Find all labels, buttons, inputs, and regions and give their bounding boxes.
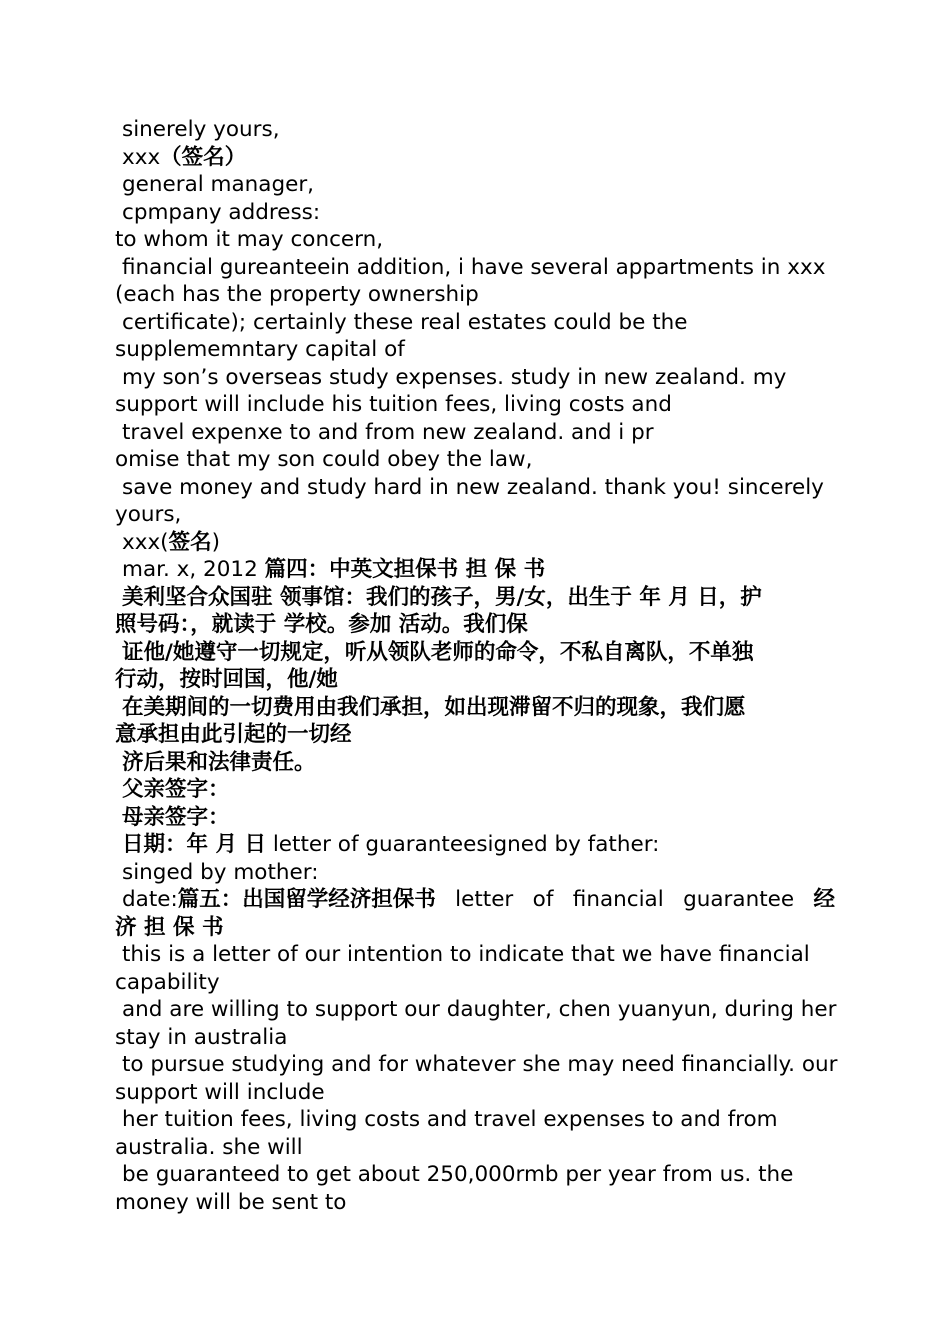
text-line: australia. she will xyxy=(115,1134,303,1160)
text-line: singed by mother: xyxy=(122,859,319,885)
signature-paren: ) xyxy=(211,529,220,555)
document-body xyxy=(115,116,838,1216)
father-signature-line: 父亲签字： xyxy=(122,777,230,802)
text-line: stay in australia xyxy=(115,1024,288,1050)
section-heading-line xyxy=(115,886,835,914)
text-line: certificate); certainly these real estates could be the xyxy=(122,309,688,335)
word: letter xyxy=(455,887,514,912)
date-prefix: date: xyxy=(122,887,178,912)
signature-label: （签名） xyxy=(160,144,247,170)
section-heading: 篇五：出国留学经济担保书 xyxy=(177,887,436,912)
text-line: 照号码：，就读于 学校。参加 活动。我们保 xyxy=(115,612,528,637)
text-line: 证他/她遵守一切规定，听从领队老师的命令，不私自离队，不单独 xyxy=(122,639,754,665)
word: 经 xyxy=(813,887,835,912)
text-line: supplememntary capital of xyxy=(115,337,405,362)
text-line: (each has the property ownership xyxy=(115,282,479,307)
text-line: support will include his tuition fees, living costs and xyxy=(115,392,672,417)
text-line: support will include xyxy=(115,1079,325,1105)
word: financial xyxy=(572,887,664,912)
text-line: yours, xyxy=(115,502,182,527)
signature-label: 签名 xyxy=(168,529,212,555)
title-line: general manager, xyxy=(122,172,315,197)
mother-signature-line: 母亲签字： xyxy=(122,804,230,830)
signature-line xyxy=(115,529,835,557)
text-line: money will be sent to xyxy=(115,1189,347,1215)
text-line: be guaranteed to get about 250,000rmb per year from us. the xyxy=(122,1162,794,1187)
date-label xyxy=(122,886,436,914)
signer-name: xxx xyxy=(122,144,161,170)
text-line: and are willing to support our daughter, chen yuanyun, during her xyxy=(122,997,837,1022)
text-line: 行动，按时回国，他/她 xyxy=(115,667,338,692)
signer-name: xxx( xyxy=(122,529,169,555)
text-line: 意承担由此引起的一切经 xyxy=(115,722,352,747)
text-line: save money and study hard in new zealand. thank you! sincerely xyxy=(122,474,824,500)
text-line: her tuition fees, living costs and travel expenses to and from xyxy=(122,1107,778,1132)
date-label: 日期：年 月 日 xyxy=(122,832,266,857)
address-line: cpmpany address: xyxy=(122,199,321,225)
text-line: my son’s overseas study expenses. study in new zealand. my xyxy=(122,364,787,390)
date-section-line xyxy=(115,556,835,584)
text-line: financial gureanteein addition, i have several appartments in xxx xyxy=(122,254,826,280)
text-line: travel expenxe to and from new zealand. and i pr xyxy=(122,419,654,445)
word: of xyxy=(532,887,554,912)
letter-date: mar. x, 2012 xyxy=(122,557,258,582)
section-heading: 篇四：中英文担保书 担 保 书 xyxy=(264,557,546,582)
text-line: omise that my son could obey the law, xyxy=(115,447,533,472)
text-line: 济 担 保 书 xyxy=(115,914,224,940)
text-line: 在美期间的一切费用由我们承担，如出现滞留不归的现象，我们愿 xyxy=(122,694,746,720)
text-line: capability xyxy=(115,969,220,995)
text-line: to pursue studying and for whatever she may need financially. our xyxy=(122,1052,838,1077)
closing-line: sinerely yours, xyxy=(122,117,280,142)
letter-heading: letter of guaranteesigned by father: xyxy=(272,832,660,857)
word: guarantee xyxy=(683,887,795,912)
text-line: 济后果和法律责任。 xyxy=(122,749,316,775)
signature-line xyxy=(115,144,835,172)
date-line xyxy=(115,831,835,859)
text-line: this is a letter of our intention to indicate that we have financial xyxy=(122,942,810,967)
text-line: 美利坚合众国驻 领事馆：我们的孩子，男/女，出生于 年 月 日，护 xyxy=(122,584,762,610)
salutation-line: to whom it may concern, xyxy=(115,227,384,252)
